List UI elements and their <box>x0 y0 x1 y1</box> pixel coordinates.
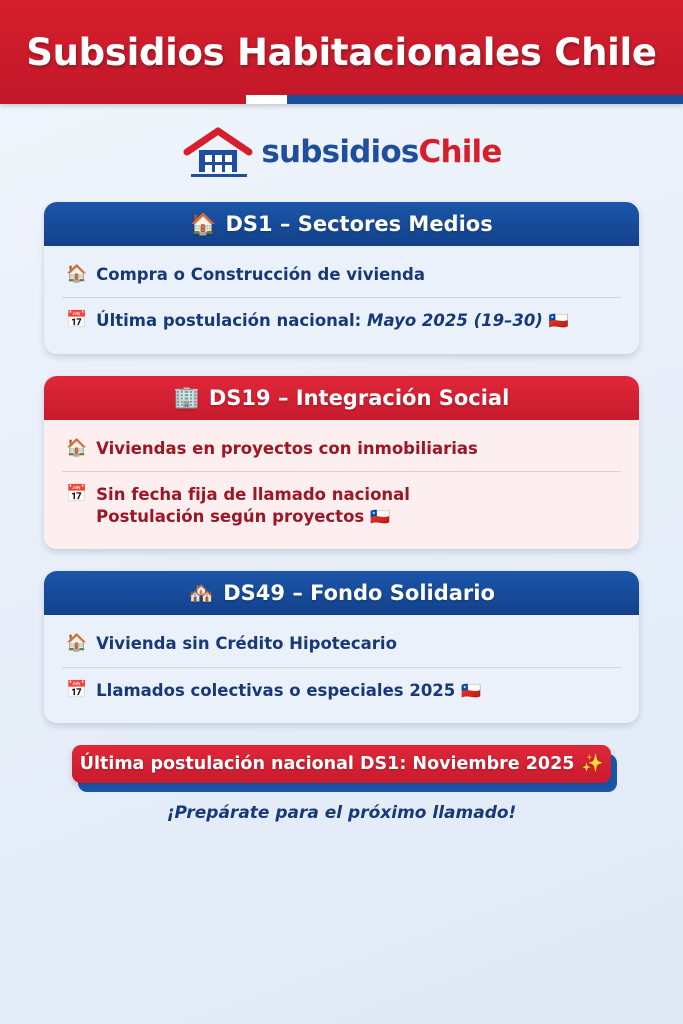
brand-logo <box>0 126 683 178</box>
subsidy-card-ds49 <box>44 571 639 723</box>
footer-highlight-text: Última postulación nacional DS1: Noviembre 2025 <box>79 753 575 774</box>
card-body-ds19 <box>44 420 639 550</box>
card-row <box>62 297 621 343</box>
card-title-ds19: DS19 – Integración Social <box>208 385 510 410</box>
chile-flag-icon: 🇨🇱 <box>548 311 569 331</box>
underline-red <box>0 95 246 104</box>
page-title: Subsidios Habitacionales Chile <box>26 30 657 74</box>
handshake-house-icon: 🏘️ <box>188 580 215 605</box>
card-row <box>62 471 621 540</box>
building-icon: 🏢 <box>173 385 200 410</box>
card-body-ds1 <box>44 246 639 354</box>
house-icon: 🏠 <box>66 264 88 284</box>
footer-highlight-wrap <box>0 745 683 783</box>
card-row-label: Llamados colectivas o especiales 2025 <box>96 680 456 700</box>
card-header-ds1 <box>44 202 639 246</box>
house-logo-icon <box>181 126 255 178</box>
card-row-subtext-label: Postulación según proyectos <box>96 507 365 527</box>
footer-note: ¡Prepárate para el próximo llamado! <box>166 802 517 823</box>
card-row-label: Sin fecha fija de llamado nacional <box>96 484 410 504</box>
calendar-question-icon: 📅 <box>66 483 88 504</box>
header-banner <box>0 0 683 104</box>
brand-name-accent: Chile <box>418 134 502 170</box>
card-row <box>62 667 621 713</box>
subsidy-card-ds19 <box>44 376 639 550</box>
card-header-ds49 <box>44 571 639 615</box>
house-icon: 🏠 <box>66 437 88 458</box>
card-row-text <box>96 484 617 529</box>
footer-highlight-bar <box>72 745 611 783</box>
card-row <box>62 252 621 297</box>
card-row-text: Compra o Construcción de vivienda <box>96 265 425 284</box>
brand-logo-text <box>261 134 501 170</box>
card-body-ds49 <box>44 615 639 723</box>
card-row-text <box>96 680 617 702</box>
subsidy-card-list <box>0 202 683 723</box>
card-row-text <box>96 310 617 332</box>
card-header-ds19 <box>44 376 639 420</box>
card-row-emphasis: Mayo 2025 (19–30) <box>367 311 543 331</box>
card-title-ds1: DS1 – Sectores Medios <box>225 212 493 236</box>
card-row-subtext <box>96 506 617 528</box>
sparkles-icon: ✨ <box>581 753 604 774</box>
underline-white <box>246 95 287 104</box>
calendar-icon: 📅 <box>66 310 88 331</box>
chile-flag-icon: 🇨🇱 <box>461 680 481 700</box>
brand-name-primary: subsidios <box>261 134 419 170</box>
header-underline <box>0 95 683 104</box>
card-row <box>62 426 621 471</box>
chile-flag-icon: 🇨🇱 <box>369 507 390 527</box>
card-row-text: Viviendas en proyectos con inmobiliarias <box>96 438 478 458</box>
card-row-text: Vivienda sin Crédito Hipotecario <box>96 634 397 654</box>
house-icon: 🏠 <box>66 633 88 654</box>
card-row-label: Última postulación nacional: <box>96 311 368 331</box>
card-title-ds49: DS49 – Fondo Solidario <box>223 581 495 606</box>
house-icon: 🏠 <box>190 211 217 236</box>
underline-blue <box>287 95 683 104</box>
card-row <box>62 621 621 666</box>
subsidy-card-ds1 <box>44 202 639 354</box>
calendar-icon: 📅 <box>66 679 88 700</box>
